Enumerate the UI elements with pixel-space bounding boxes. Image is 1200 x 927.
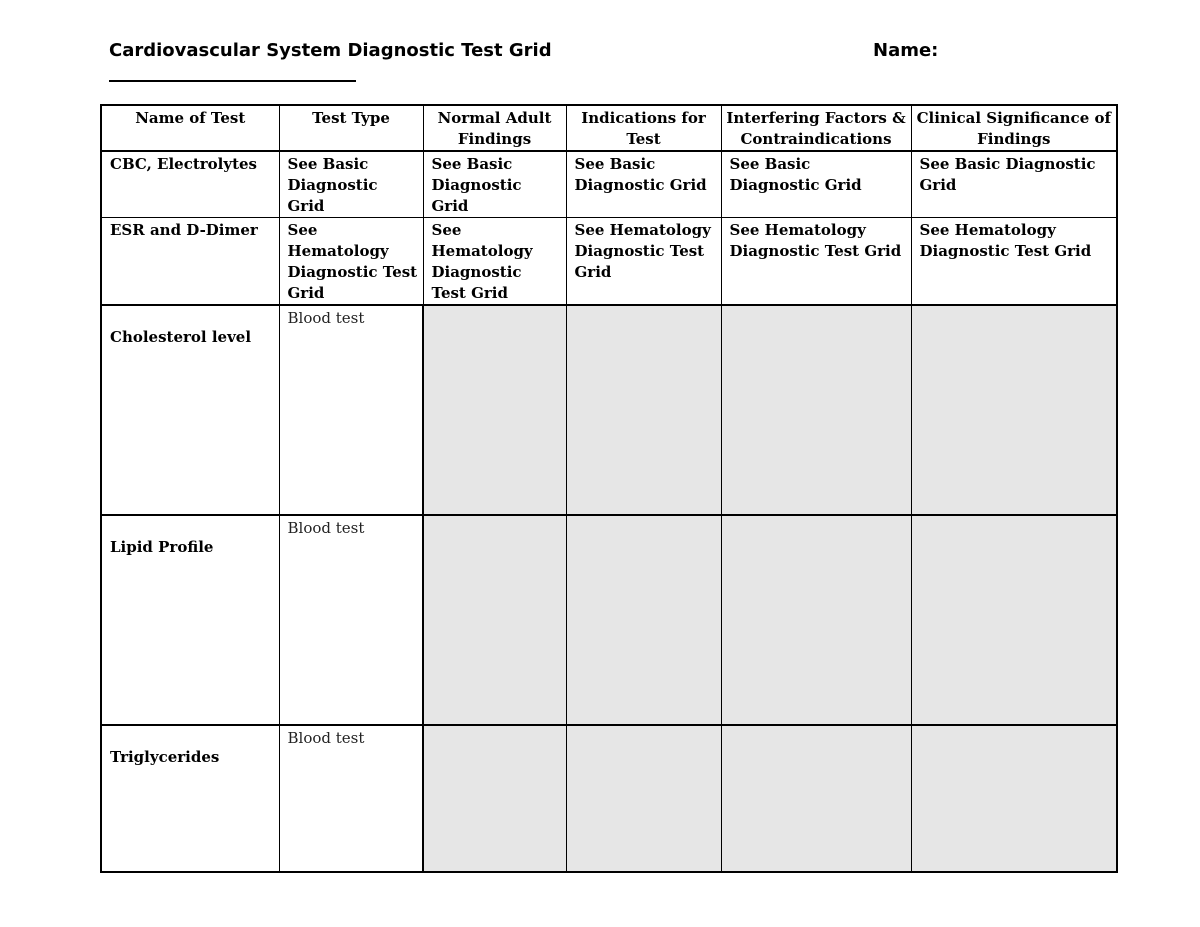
- indications-cell: See Basic Diagnostic Grid: [566, 151, 721, 218]
- header-indications: Indications for Test: [566, 105, 721, 151]
- name-entry-line[interactable]: [109, 80, 356, 82]
- clinical-significance-cell: See Basic Diagnostic Grid: [911, 151, 1117, 218]
- interfering-factors-cell: See Hematology Diagnostic Test Grid: [721, 218, 911, 306]
- name-label: Name:: [873, 40, 939, 61]
- test-type-cell: See Basic Diagnostic Grid: [279, 151, 423, 218]
- diagnostic-test-grid: [100, 104, 1118, 873]
- test-name-cell: Triglycerides: [101, 725, 279, 872]
- header-clinical-significance: Clinical Significance of Findings: [911, 105, 1117, 151]
- normal-findings-input-cell[interactable]: [423, 725, 566, 872]
- indications-input-cell[interactable]: [566, 515, 721, 725]
- test-type-cell: Blood test: [279, 725, 423, 872]
- test-name-cell: Lipid Profile: [101, 515, 279, 725]
- header-interfering-factors: Interfering Factors & Contraindications: [721, 105, 911, 151]
- test-type-cell: Blood test: [279, 515, 423, 725]
- table-row: [101, 515, 1117, 725]
- test-name-cell: ESR and D-Dimer: [101, 218, 279, 306]
- header-row: [101, 105, 1117, 151]
- interfering-factors-input-cell[interactable]: [721, 725, 911, 872]
- interfering-factors-cell: See Basic Diagnostic Grid: [721, 151, 911, 218]
- test-name-cell: CBC, Electrolytes: [101, 151, 279, 218]
- clinical-significance-input-cell[interactable]: [911, 305, 1117, 515]
- normal-findings-cell: See Basic Diagnostic Grid: [423, 151, 566, 218]
- header-normal-adult-findings: Normal Adult Findings: [423, 105, 566, 151]
- header-name-of-test: Name of Test: [101, 105, 279, 151]
- test-name-cell: Cholesterol level: [101, 305, 279, 515]
- indications-input-cell[interactable]: [566, 305, 721, 515]
- document-title: Cardiovascular System Diagnostic Test Grid: [109, 40, 552, 61]
- table-row: [101, 151, 1117, 218]
- table-row: [101, 218, 1117, 306]
- interfering-factors-input-cell[interactable]: [721, 305, 911, 515]
- interfering-factors-input-cell[interactable]: [721, 515, 911, 725]
- indications-cell: See Hematology Diagnostic Test Grid: [566, 218, 721, 306]
- indications-input-cell[interactable]: [566, 725, 721, 872]
- header-test-type: Test Type: [279, 105, 423, 151]
- table-row: [101, 305, 1117, 515]
- test-type-cell: Blood test: [279, 305, 423, 515]
- clinical-significance-cell: See Hematology Diagnostic Test Grid: [911, 218, 1117, 306]
- normal-findings-input-cell[interactable]: [423, 305, 566, 515]
- clinical-significance-input-cell[interactable]: [911, 515, 1117, 725]
- normal-findings-cell: See Hematology Diagnostic Test Grid: [423, 218, 566, 306]
- table-row: [101, 725, 1117, 872]
- test-type-cell: See Hematology Diagnostic Test Grid: [279, 218, 423, 306]
- normal-findings-input-cell[interactable]: [423, 515, 566, 725]
- clinical-significance-input-cell[interactable]: [911, 725, 1117, 872]
